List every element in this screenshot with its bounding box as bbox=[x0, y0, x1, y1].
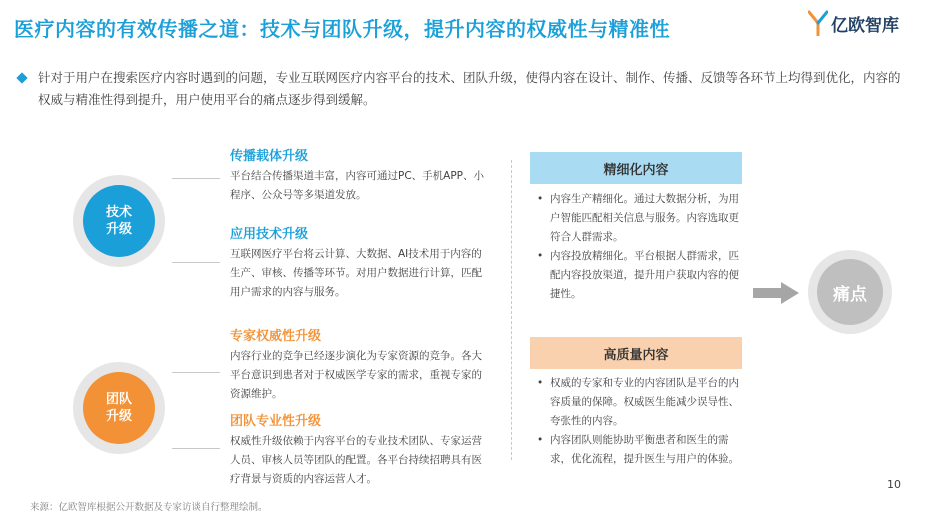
team-circle-label-line2: 升级 bbox=[105, 409, 132, 424]
section-title-expert: 专家权威性升级 bbox=[230, 329, 322, 344]
logo-text: 亿欧智库 bbox=[831, 15, 899, 36]
team-upgrade-circle bbox=[73, 362, 165, 454]
tech-circle-label-line2: 升级 bbox=[105, 222, 132, 237]
section-body-professional: 权威性升级依赖于内容平台的专业技术团队、专家运营人员、审核人员等团队的配置。各平台持续招聘具有医疗背景与资质的内容运营人才。 bbox=[230, 435, 482, 485]
dashed-divider bbox=[511, 160, 512, 460]
refined-content-list bbox=[537, 190, 745, 304]
pain-point-label: 痛点 bbox=[817, 259, 883, 325]
tech-upgrade-circle bbox=[73, 175, 165, 267]
quality-content-header: 高质量内容 bbox=[530, 337, 742, 369]
list-item: • 内容投放精细化。平台根据人群需求，匹配内容投放渠道，提升用户获取内容的便捷性。 bbox=[537, 247, 745, 304]
intro-paragraph bbox=[18, 67, 908, 111]
logo bbox=[808, 10, 899, 36]
list-item: • 内容团队则能协助平衡患者和医生的需求，优化流程，提升医生与用户的体验。 bbox=[537, 431, 745, 469]
team-circle-label-line1: 团队 bbox=[105, 392, 132, 407]
yiou-logo-icon bbox=[808, 10, 828, 36]
arrow-right-icon bbox=[753, 282, 799, 304]
list-item: • 内容生产精细化。通过大数据分析，为用户智能匹配相关信息与服务。内容选取更符合人群需求。 bbox=[537, 190, 745, 247]
section-title-carrier: 传播载体升级 bbox=[230, 149, 309, 164]
connector-line bbox=[172, 372, 220, 373]
section-title-application: 应用技术升级 bbox=[230, 227, 309, 242]
quality-content-list bbox=[537, 374, 745, 469]
pain-point-circle bbox=[808, 250, 892, 334]
tech-circle-label-line1: 技术 bbox=[105, 205, 132, 220]
section-title-professional: 团队专业性升级 bbox=[230, 414, 322, 429]
section-body-application: 互联网医疗平台将云计算、大数据、AI技术用于内容的生产、审核、传播等环节。对用户数据进行计算，匹配用户需求的内容与服务。 bbox=[230, 248, 482, 298]
list-item: • 权威的专家和专业的内容团队是平台的内容质量的保障。权威医生能减少误导性、夸张性的内容。 bbox=[537, 374, 745, 431]
section-body-expert: 内容行业的竞争已经逐步演化为专家资源的竞争。各大平台意识到患者对于权威医学专家的需求，重视专家的资源维护。 bbox=[230, 350, 482, 400]
connector-line bbox=[172, 178, 220, 179]
source-note: 来源：亿欧智库根据公开数据及专家访谈自行整理绘制。 bbox=[30, 502, 268, 513]
page-number: 10 bbox=[887, 478, 901, 491]
page-title: 医疗内容的有效传播之道：技术与团队升级，提升内容的权威性与精准性 bbox=[14, 17, 670, 41]
connector-line bbox=[172, 448, 220, 449]
intro-text: 针对于用户在搜索医疗内容时遇到的问题，专业互联网医疗内容平台的技术、团队升级，使得内容在设计、制作、传播、反馈等各环节上均得到优化，内容的权威与精准性得到提升，用户使用平台的痛点逐步得到缓解。 bbox=[38, 70, 901, 107]
connector-line bbox=[172, 262, 220, 263]
refined-content-header: 精细化内容 bbox=[530, 152, 742, 184]
section-body-carrier: 平台结合传播渠道丰富，内容可通过PC、手机APP、小程序、公众号等多渠道发放。 bbox=[230, 170, 485, 201]
